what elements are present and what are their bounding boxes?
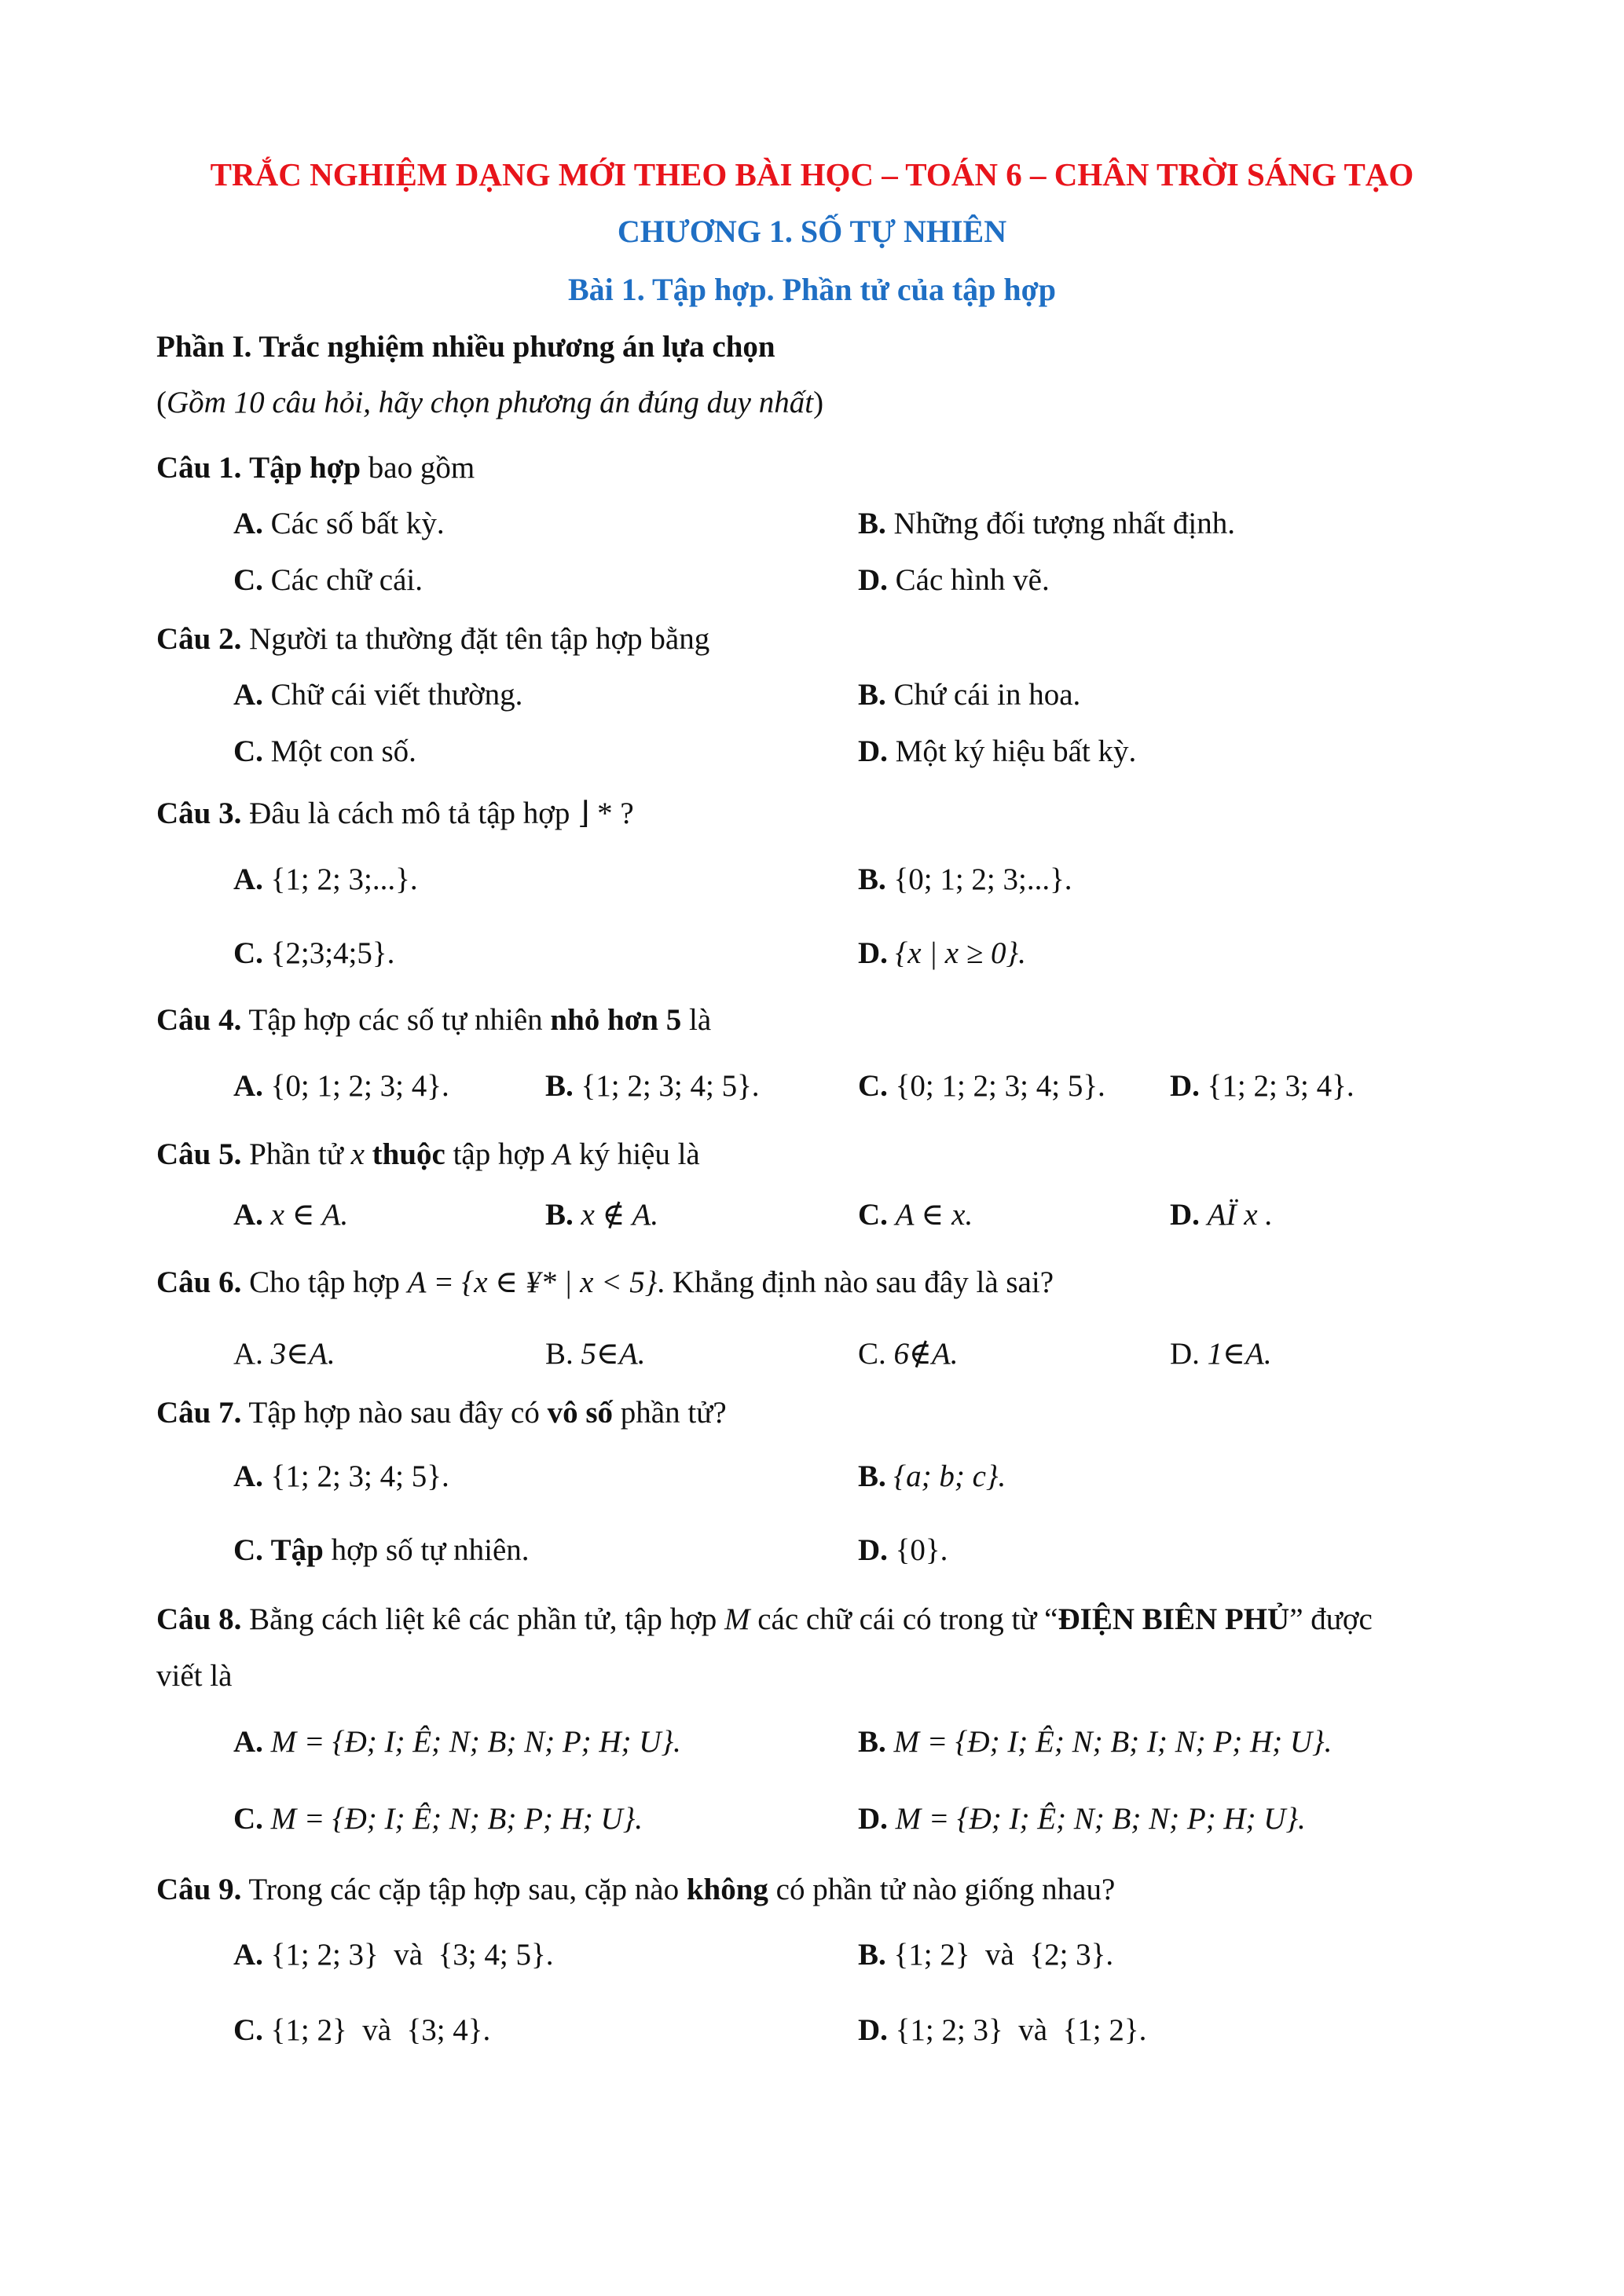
q-text: là [681, 1003, 712, 1037]
opt-text: A ∈ x. [895, 1198, 973, 1232]
opt-label: C. [233, 2013, 263, 2047]
q-num: Câu 8. [156, 1602, 242, 1636]
chapter-title: CHƯƠNG 1. SỐ TỰ NHIÊN [617, 214, 1007, 249]
q2-option-c[interactable] [233, 734, 416, 770]
q7-option-d[interactable] [858, 1532, 948, 1569]
q-text: Tập hợp nào sau đây có [241, 1396, 548, 1430]
opt-text: {x | x ≥ 0}. [895, 936, 1026, 970]
opt-label: D. [858, 1802, 888, 1836]
opt-text: x ∈ A. [270, 1198, 349, 1232]
q-text: Người ta thường đặt tên tập hợp bằng [241, 622, 710, 656]
opt-label: D. [1170, 1069, 1200, 1103]
q4-option-b[interactable] [545, 1068, 760, 1104]
q2-option-d[interactable] [858, 734, 1136, 770]
opt-label: C. [858, 1198, 888, 1232]
opt-text: {1; 2; 3; 4; 5}. [270, 1459, 449, 1493]
q5-option-c[interactable] [858, 1197, 973, 1233]
opt-label: D. [858, 734, 888, 768]
opt-label: D. [858, 936, 888, 970]
opt-label: D. [1170, 1337, 1200, 1371]
q7-option-b[interactable] [858, 1459, 1006, 1495]
q-text: Tập hợp các số tự nhiên [241, 1003, 551, 1037]
q-bold: không [686, 1873, 768, 1906]
q-bold: thuộc [364, 1137, 445, 1171]
opt-text: AÏ x . [1207, 1198, 1274, 1232]
question-2 [156, 621, 709, 657]
q-num: Câu 3. [156, 796, 242, 830]
opt-text: 5∈A. [581, 1337, 646, 1371]
opt-text: hợp số tự nhiên. [323, 1533, 530, 1567]
opt-label: D. [858, 2013, 888, 2047]
q5-option-a[interactable] [233, 1197, 348, 1233]
opt-label: A. [233, 1459, 263, 1493]
q-bold: ĐIỆN BIÊN PHỦ [1058, 1602, 1290, 1636]
q-text: Đâu là cách mô tả tập hợp ⌋ * ? [241, 796, 634, 830]
q-num: Câu 1. [156, 451, 242, 485]
opt-label: D. [858, 1533, 888, 1567]
opt-text: M = {Đ; I; Ê; N; B; I; N; P; H; U}. [893, 1725, 1333, 1759]
math-var: M [724, 1602, 750, 1636]
opt-text: {0; 1; 2; 3;...}. [893, 862, 1072, 896]
opt-text: x ∉ A. [581, 1198, 659, 1232]
q8-option-d[interactable] [858, 1801, 1306, 1837]
q-text: ký hiệu là [571, 1137, 700, 1171]
q8-option-a[interactable] [233, 1724, 681, 1760]
q-text: tập hợp [445, 1137, 553, 1171]
question-7 [156, 1395, 727, 1431]
document-title: TRẮC NGHIỆM DẠNG MỚI THEO BÀI HỌC – TOÁN 6 – CHÂN TRỜI SÁNG TẠO [210, 156, 1414, 192]
q-bold: vô số [547, 1396, 614, 1430]
math-var: x [350, 1137, 365, 1171]
q1-option-a[interactable] [233, 506, 445, 542]
opt-text: {1; 2} và {3; 4}. [270, 2013, 491, 2047]
opt-text: Chữ cái viết thường. [270, 678, 523, 712]
opt-text: {a; b; c}. [893, 1459, 1006, 1493]
opt-label: C. [233, 734, 263, 768]
opt-label: C. [233, 936, 263, 970]
q3-option-a[interactable] [233, 862, 418, 898]
set-expression: A = {x ∈ ¥* | x < 5} [407, 1265, 658, 1299]
q9-option-a[interactable] [233, 1937, 553, 1973]
q3-option-b[interactable] [858, 862, 1072, 898]
opt-text: {0}. [895, 1533, 948, 1567]
opt-label: B. [858, 1725, 886, 1759]
opt-text: {1; 2; 3; 4}. [1207, 1069, 1355, 1103]
q-text: Trong các cặp tập hợp sau, cặp nào [241, 1873, 687, 1906]
q3-option-d[interactable] [858, 936, 1026, 972]
q6-option-d[interactable] [1170, 1336, 1272, 1372]
q-num: Câu 9. [156, 1873, 242, 1906]
lesson-title: Bài 1. Tập hợp. Phần tử của tập hợp [567, 272, 1057, 307]
opt-text: {1; 2; 3} và {1; 2}. [895, 2013, 1147, 2047]
opt-text: Chứ cái in hoa. [893, 678, 1081, 712]
q5-option-d[interactable] [1170, 1197, 1273, 1233]
opt-text: Các hình vẽ. [895, 563, 1050, 597]
q7-option-a[interactable] [233, 1459, 449, 1495]
q4-option-d[interactable] [1170, 1068, 1355, 1104]
question-1 [156, 450, 475, 486]
opt-label: A. [233, 507, 263, 540]
q-text: Cho tập hợp [241, 1265, 408, 1299]
opt-label: A. [233, 1725, 263, 1759]
opt-label: B. [858, 507, 886, 540]
opt-text: M = {Đ; I; Ê; N; B; P; H; U}. [270, 1802, 643, 1836]
opt-text: Các chữ cái. [270, 563, 423, 597]
opt-text: Những đối tượng nhất định. [893, 507, 1235, 540]
question-3 [156, 796, 634, 832]
opt-text: {1; 2; 3} và {3; 4; 5}. [270, 1938, 554, 1972]
q4-option-c[interactable] [858, 1068, 1105, 1104]
opt-label: C. [233, 1533, 263, 1567]
q-text: ” được [1289, 1602, 1373, 1636]
q9-option-d[interactable] [858, 2012, 1146, 2049]
part-title: Phần I. Trắc nghiệm nhiều phương án lựa chọn [156, 330, 775, 364]
q2-option-a[interactable] [233, 677, 522, 713]
q-num: Câu 6. [156, 1265, 242, 1299]
opt-text: M = {Đ; I; Ê; N; B; N; P; H; U}. [895, 1802, 1306, 1836]
opt-label: A. [233, 678, 263, 712]
opt-text: {2;3;4;5}. [270, 936, 395, 970]
q-bold: Tập hợp [249, 451, 361, 485]
q6-option-c[interactable] [858, 1336, 958, 1372]
q8-option-c[interactable] [233, 1801, 643, 1837]
q-text: bao gồm [361, 451, 475, 485]
opt-label: B. [858, 1459, 886, 1493]
q-text: phần tử? [613, 1396, 727, 1430]
q7-option-c[interactable] [233, 1532, 530, 1569]
q-num: Câu 5. [156, 1137, 242, 1171]
opt-label: C. [233, 1802, 263, 1836]
paren: ( [156, 386, 167, 419]
opt-label: B. [545, 1198, 574, 1232]
opt-text: {0; 1; 2; 3; 4}. [270, 1069, 449, 1103]
part-note [156, 385, 823, 421]
opt-text: Một con số. [270, 734, 416, 768]
opt-text: Một ký hiệu bất kỳ. [895, 734, 1137, 768]
question-9 [156, 1872, 1115, 1908]
opt-text: {0; 1; 2; 3; 4; 5}. [895, 1069, 1105, 1103]
opt-text: 1∈A. [1207, 1337, 1272, 1371]
opt-label: C. [233, 563, 263, 597]
q-num: Câu 4. [156, 1003, 242, 1037]
opt-label: A. [233, 1198, 263, 1232]
opt-text: 3∈A. [270, 1337, 335, 1371]
opt-label: D. [858, 563, 888, 597]
question-4 [156, 1002, 711, 1038]
q4-option-a[interactable] [233, 1068, 449, 1104]
q1-option-c[interactable] [233, 562, 423, 599]
note-text: Gồm 10 câu hỏi, hãy chọn phương án đúng duy nhất [167, 386, 814, 419]
opt-text: {1; 2} và {2; 3}. [893, 1938, 1114, 1972]
opt-label: B. [545, 1337, 574, 1371]
opt-label: D. [1170, 1198, 1200, 1232]
question-6 [156, 1265, 1054, 1301]
q-num: Câu 7. [156, 1396, 242, 1430]
opt-label: A. [233, 1337, 263, 1371]
opt-bold: Tập [270, 1533, 324, 1567]
q1-option-d[interactable] [858, 562, 1050, 599]
opt-text: Các số bất kỳ. [270, 507, 445, 540]
opt-label: C. [858, 1337, 886, 1371]
opt-text: {1; 2; 3; 4; 5}. [581, 1069, 760, 1103]
q9-option-b[interactable] [858, 1937, 1113, 1973]
opt-label: A. [233, 1069, 263, 1103]
math-var: A [552, 1137, 572, 1171]
q1-option-b[interactable] [858, 506, 1235, 542]
opt-label: B. [545, 1069, 574, 1103]
q5-option-b[interactable] [545, 1197, 658, 1233]
q-text: có phần tử nào giống nhau? [768, 1873, 1116, 1906]
paren: ) [813, 386, 824, 419]
q2-option-b[interactable] [858, 677, 1080, 713]
q-text: các chữ cái có trong từ “ [750, 1602, 1058, 1636]
q3-option-c[interactable] [233, 936, 394, 972]
q-num: Câu 2. [156, 622, 242, 656]
q8-option-b[interactable] [858, 1724, 1332, 1760]
opt-label: B. [858, 862, 886, 896]
question-8 [156, 1602, 1373, 1638]
opt-text: {1; 2; 3;...}. [270, 862, 418, 896]
q-text: . Khẳng định nào sau đây là sai? [657, 1265, 1054, 1299]
q9-option-c[interactable] [233, 2012, 490, 2049]
opt-label: A. [233, 1938, 263, 1972]
opt-text: 6∉A. [893, 1337, 959, 1371]
question-8-cont: viết là [156, 1659, 233, 1693]
opt-label: B. [858, 678, 886, 712]
opt-label: C. [858, 1069, 888, 1103]
question-5 [156, 1137, 700, 1173]
q6-option-b[interactable] [545, 1336, 645, 1372]
opt-text: M = {Đ; I; Ê; N; B; N; P; H; U}. [270, 1725, 681, 1759]
q6-option-a[interactable] [233, 1336, 335, 1372]
q-text: Bằng cách liệt kê các phần tử, tập hợp [241, 1602, 724, 1636]
q-text: Phần tử [241, 1137, 351, 1171]
opt-label: B. [858, 1938, 886, 1972]
q-bold: nhỏ hơn 5 [550, 1003, 682, 1037]
opt-label: A. [233, 862, 263, 896]
